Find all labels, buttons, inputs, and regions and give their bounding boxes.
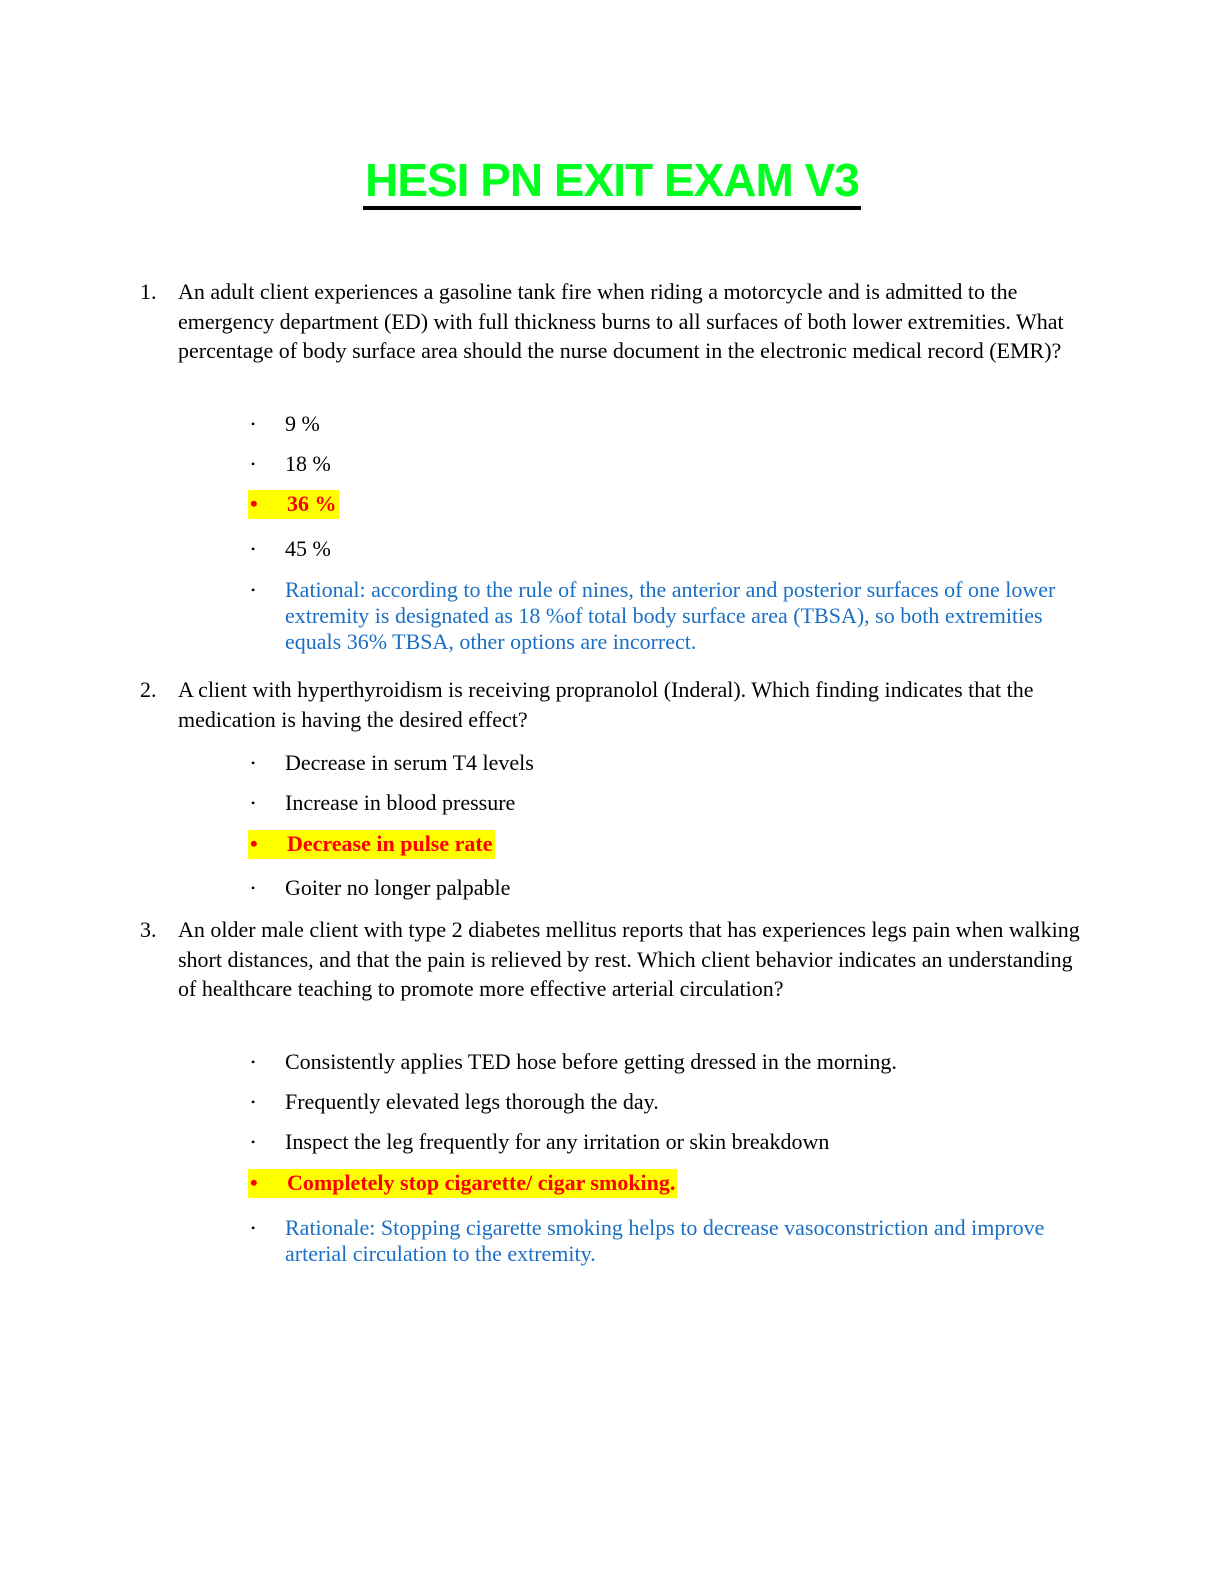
option-item bbox=[248, 411, 1068, 437]
option-item bbox=[248, 1089, 1068, 1115]
option-item bbox=[248, 790, 1068, 816]
bullet-icon: • bbox=[250, 831, 258, 856]
option-text: Goiter no longer palpable bbox=[285, 875, 511, 900]
question-number: 1. bbox=[140, 279, 157, 304]
option-item bbox=[248, 536, 1068, 562]
question-text: An adult client experiences a gasoline tank fire when riding a motorcycle and is admitted to the emergency department (ED) with full thickness burns to all surfaces of both lower extremities. What percentage of body surface area should the nurse document in the electronic medical record (EMR)? bbox=[178, 279, 1064, 363]
correct-option-item bbox=[248, 1169, 1068, 1198]
rationale-text: Rationale: Stopping cigarette smoking helps to decrease vasoconstriction and improve arterial circulation to the extremity. bbox=[285, 1215, 1045, 1266]
bullet-icon: • bbox=[250, 1170, 258, 1195]
option-text: 18 % bbox=[285, 451, 331, 476]
option-text: Decrease in serum T4 levels bbox=[285, 750, 534, 775]
correct-option-item bbox=[248, 830, 1068, 859]
rationale-item bbox=[248, 577, 1068, 655]
bullet-icon: • bbox=[251, 542, 256, 556]
correct-answer-highlight bbox=[248, 830, 495, 859]
question-text: A client with hyperthyroidism is receiving propranolol (Inderal). Which finding indicates that the medication is having the desired effect? bbox=[178, 677, 1034, 732]
question-text: An older male client with type 2 diabetes mellitus reports that has experiences legs pain when walking short distances, and that the pain is relieved by rest. Which client behavior indicates an understanding of healthcare teaching to promote more effective arterial circulation? bbox=[178, 917, 1080, 1001]
correct-option-text: 36 % bbox=[287, 491, 337, 516]
question-number: 3. bbox=[140, 917, 157, 942]
correct-option-item bbox=[248, 490, 1068, 519]
option-text: Increase in blood pressure bbox=[285, 790, 516, 815]
question-number: 2. bbox=[140, 677, 157, 702]
option-text: 9 % bbox=[285, 411, 320, 436]
question-3 bbox=[140, 915, 1080, 1004]
option-item bbox=[248, 1129, 1068, 1155]
rationale-item bbox=[248, 1215, 1068, 1267]
bullet-icon: • bbox=[251, 1095, 256, 1109]
page-title-text: HESI PN EXIT EXAM V3 bbox=[363, 154, 861, 210]
option-item bbox=[248, 1049, 1068, 1075]
rationale-text: Rational: according to the rule of nines, the anterior and posterior surfaces of one lower extremity is designated as 18 %of total body surface area (TBSA), so both extremities equals 36% TBSA, other options are incorrect. bbox=[285, 577, 1056, 654]
bullet-icon: • bbox=[251, 417, 256, 431]
bullet-icon: • bbox=[251, 796, 256, 810]
bullet-icon: • bbox=[251, 1221, 256, 1235]
bullet-icon: • bbox=[251, 881, 256, 895]
bullet-icon: • bbox=[250, 491, 258, 516]
correct-answer-highlight bbox=[248, 490, 339, 519]
option-text: 45 % bbox=[285, 536, 331, 561]
correct-answer-highlight bbox=[248, 1169, 677, 1198]
correct-option-text: Decrease in pulse rate bbox=[287, 831, 493, 856]
bullet-icon: • bbox=[251, 457, 256, 471]
option-item bbox=[248, 750, 1068, 776]
option-text: Frequently elevated legs thorough the day. bbox=[285, 1089, 659, 1114]
page-title bbox=[0, 150, 1224, 210]
option-item bbox=[248, 451, 1068, 477]
bullet-icon: • bbox=[251, 1055, 256, 1069]
question-1 bbox=[140, 277, 1080, 366]
bullet-icon: • bbox=[251, 756, 256, 770]
correct-option-text: Completely stop cigarette/ cigar smoking. bbox=[287, 1170, 676, 1195]
bullet-icon: • bbox=[251, 1135, 256, 1149]
bullet-icon: • bbox=[251, 583, 256, 597]
option-item bbox=[248, 875, 1068, 901]
option-text: Consistently applies TED hose before getting dressed in the morning. bbox=[285, 1049, 897, 1074]
question-2 bbox=[140, 675, 1080, 734]
option-text: Inspect the leg frequently for any irritation or skin breakdown bbox=[285, 1129, 830, 1154]
